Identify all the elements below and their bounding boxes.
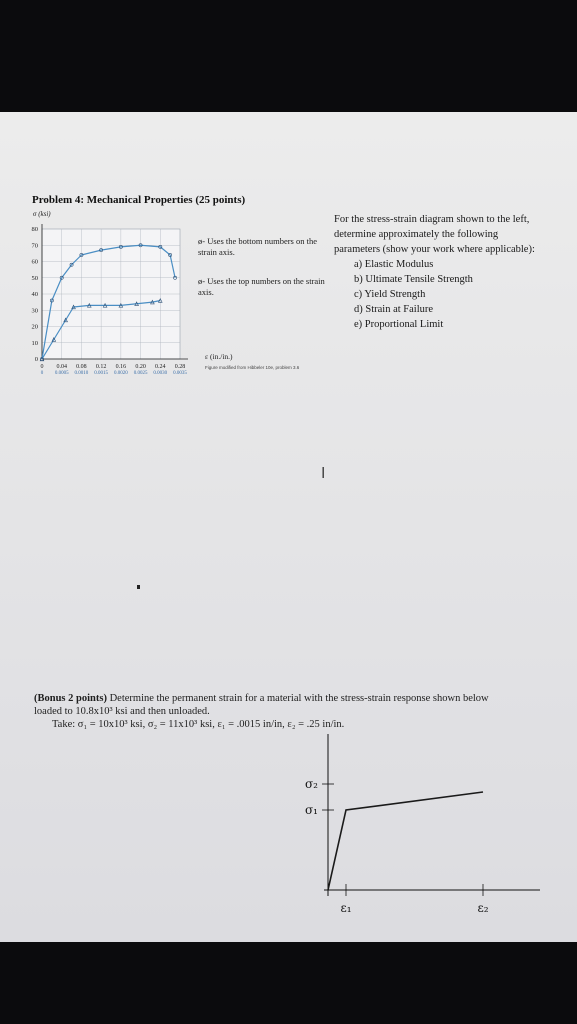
x-tick-label-top: 0.24 bbox=[155, 364, 166, 370]
x-tick-label-bottom: 0.0015 bbox=[94, 371, 109, 376]
y-tick-label: 0 bbox=[34, 356, 38, 363]
y-tick-label: 10 bbox=[31, 339, 38, 347]
note-bottom-numbers: ø- Uses the bottom numbers on the strain axis. bbox=[198, 236, 317, 257]
y-tick-label: 30 bbox=[31, 307, 38, 315]
dust-speck bbox=[137, 585, 140, 589]
x-tick-label: ε₂ bbox=[477, 901, 489, 915]
problem-title: Problem 4: Mechanical Properties (25 points) bbox=[32, 194, 246, 206]
y-tick-label: 50 bbox=[31, 274, 38, 282]
x-tick-label-bottom: 0.0005 bbox=[54, 371, 69, 376]
circle-marker-icon: ø- bbox=[198, 236, 208, 246]
y-tick-label: σ₂ bbox=[304, 777, 318, 791]
figure-credit: Figure modified from Hibbeler 10e, problem 3.6 bbox=[205, 365, 300, 370]
x-tick-label-bottom: 0.0010 bbox=[74, 371, 89, 376]
list-item: d) Strain at Failure bbox=[354, 304, 434, 315]
x-tick-label-top: 0 bbox=[40, 364, 44, 370]
y-tick-label: 20 bbox=[31, 323, 38, 331]
list-item: b) Ultimate Tensile Strength bbox=[354, 274, 473, 285]
x-tick-label-bottom: 0 bbox=[40, 371, 44, 376]
list-item: e) Proportional Limit bbox=[354, 319, 444, 330]
x-tick-label-bottom: 0.0025 bbox=[133, 371, 148, 376]
y-tick-label: 80 bbox=[31, 226, 38, 233]
bonus-text: Determine the permanent strain for a material with the stress-strain response shown below loaded to 10.8x10³ ksi and then unloaded. bbox=[34, 693, 489, 717]
y-tick-label: 40 bbox=[31, 291, 38, 298]
note-top-numbers: ø- Uses the top numbers on the strain axis. bbox=[198, 276, 325, 297]
bonus-label: (Bonus 2 points) bbox=[34, 693, 107, 704]
x-tick-label-top: 0.08 bbox=[76, 364, 87, 370]
x-tick-label-top: 0.20 bbox=[135, 364, 146, 370]
problem-instructions bbox=[334, 212, 544, 332]
series-line bbox=[328, 792, 483, 890]
x-tick-label-top: 0.04 bbox=[56, 364, 67, 370]
list-item: c) Yield Strength bbox=[354, 289, 426, 300]
x-tick-label-bottom: 0.0035 bbox=[173, 371, 187, 376]
bonus-stress-strain-sketch bbox=[0, 722, 577, 942]
bonus-given-values: Take: σ₁ = 10x10³ ksi, σ₂ = 11x10³ ksi, ε₁ = .0015 in/in, ε₂ = .25 in/in. bbox=[52, 719, 345, 730]
strain-axis-label: ε (in./in.) bbox=[205, 352, 233, 361]
x-tick-label-top: 0.16 bbox=[115, 364, 127, 370]
x-tick-label-bottom: 0.0030 bbox=[153, 371, 168, 376]
x-tick-label-top: 0.12 bbox=[95, 364, 107, 370]
text-cursor-icon: I bbox=[321, 464, 326, 482]
y-tick-label: σ₁ bbox=[304, 803, 318, 817]
list-item: a) Elastic Modulus bbox=[354, 259, 434, 270]
worksheet-page bbox=[0, 112, 577, 942]
y-tick-label: 70 bbox=[31, 242, 38, 250]
y-axis-label: σ (ksi) bbox=[33, 210, 51, 218]
x-tick-label-bottom: 0.0020 bbox=[113, 371, 128, 376]
instructions-intro: For the stress-strain diagram shown to the left, determine approximately the following parameters (show your work where applicable): bbox=[334, 214, 535, 255]
x-tick-label-top: 0.28 bbox=[174, 364, 186, 370]
x-tick-label: ε₁ bbox=[340, 901, 352, 915]
parameter-list bbox=[334, 257, 544, 332]
y-tick-label: 60 bbox=[31, 258, 38, 266]
triangle-marker-icon: ø- bbox=[198, 276, 208, 286]
